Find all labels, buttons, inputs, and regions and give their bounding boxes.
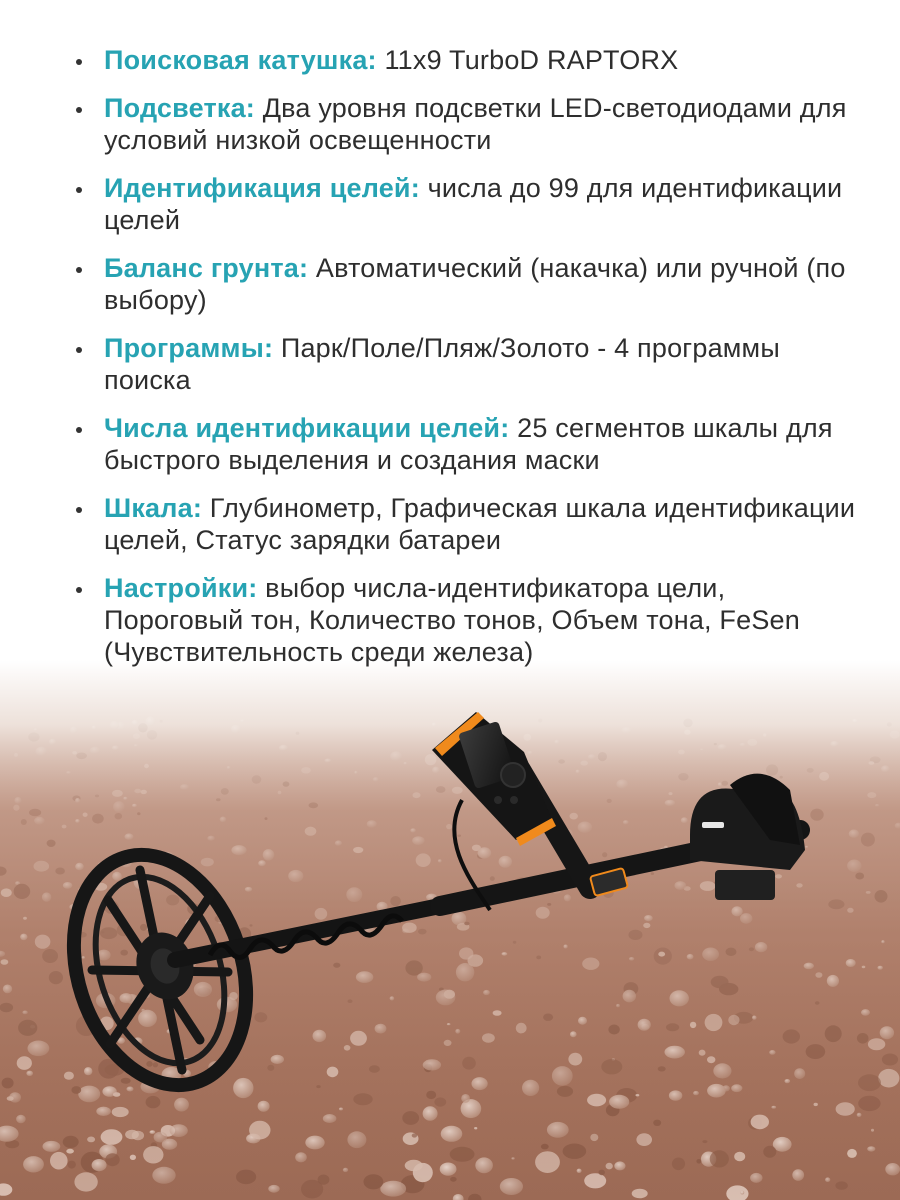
spec-label: Числа идентификации целей:	[104, 413, 510, 443]
spec-value: Глубинометр, Графическая шкала идентификации целей, Статус зарядки батареи	[104, 493, 856, 555]
spec-label: Подсветка:	[104, 93, 255, 123]
spec-item-search-coil	[0, 44, 900, 76]
spec-item-scale	[0, 492, 900, 556]
spec-value: числа до 99 для идентификации целей	[104, 173, 843, 235]
spec-value: Два уровня подсветки LED-светодиодами для условий низкой освещенности	[104, 93, 847, 155]
spec-item-backlight	[0, 92, 900, 156]
spec-label: Поисковая катушка:	[104, 45, 377, 75]
spec-label: Идентификация целей:	[104, 173, 420, 203]
spec-label: Шкала:	[104, 493, 203, 523]
spec-item-id-numbers	[0, 412, 900, 476]
spec-item-ground-balance	[0, 252, 900, 316]
spec-item-target-id	[0, 172, 900, 236]
spec-label: Программы:	[104, 333, 274, 363]
spec-label: Настройки:	[104, 573, 258, 603]
spec-value: выбор числа-идентификатора цели, Пороговый тон, Количество тонов, Объем тона, FeSen (Чувствительность среди железа)	[104, 573, 800, 667]
spec-value: Парк/Поле/Пляж/Золото - 4 программы поиска	[104, 333, 780, 395]
product-photo	[0, 660, 900, 1200]
spec-value: Автоматический (накачка) или ручной (по выбору)	[104, 253, 846, 315]
spec-value: 25 сегментов шкалы для быстрого выделения и создания маски	[104, 413, 833, 475]
spec-value: 11x9 TurboD RAPTORX	[376, 45, 679, 75]
spec-item-programs	[0, 332, 900, 396]
spec-label: Баланс грунта:	[104, 253, 309, 283]
spec-item-settings	[0, 572, 900, 668]
metal-detector-illustration	[0, 660, 900, 1200]
